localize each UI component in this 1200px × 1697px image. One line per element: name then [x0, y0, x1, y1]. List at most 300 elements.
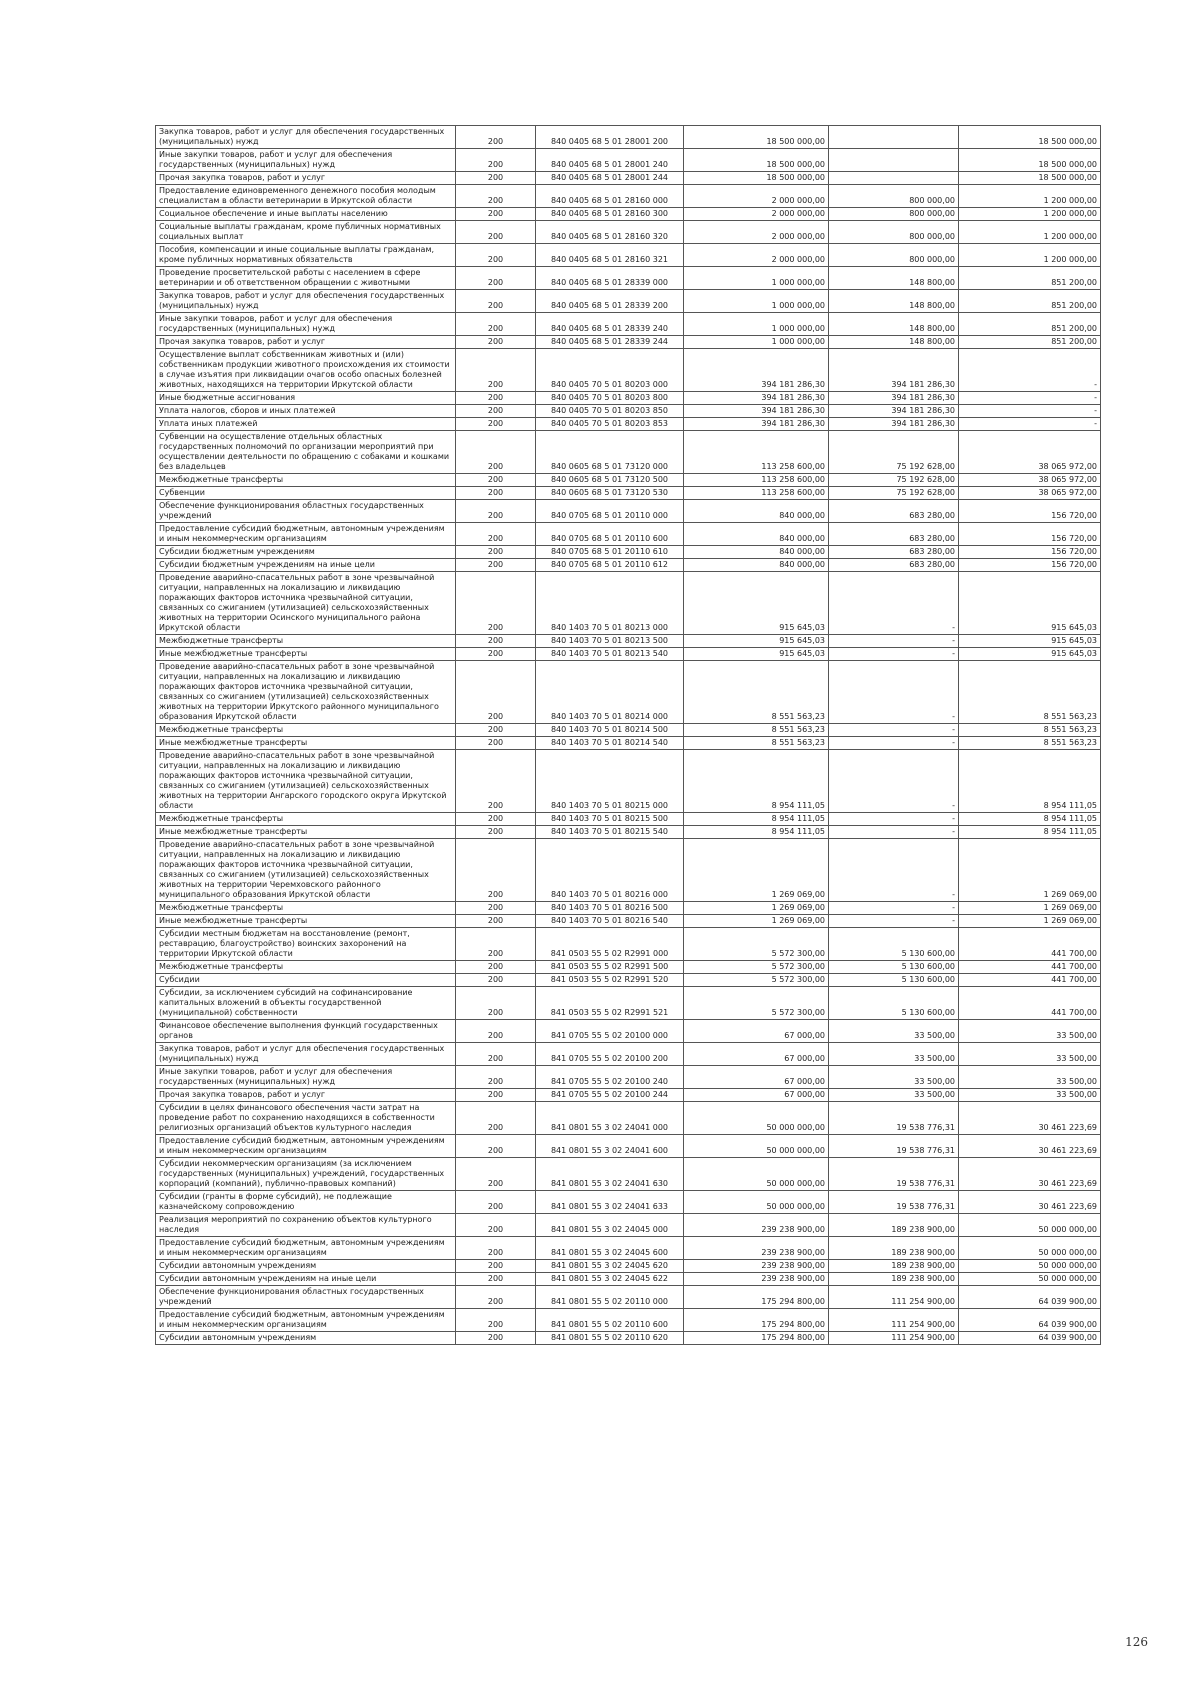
- cell-budget-classification-code: 841 0503 55 5 02 R2991 000: [536, 928, 684, 961]
- table-row: [156, 1191, 1101, 1214]
- cell-name: Осуществление выплат собственникам животных и (или) собственникам продукции животного происхождения их стоимости в случае изъятия при ликвидации очагов особо опасных болезней животных, находящихся на территории Иркутской области: [156, 349, 456, 392]
- cell-unexecuted-amount: 156 720,00: [959, 523, 1101, 546]
- cell-line-code: 200: [456, 1273, 536, 1286]
- table-row: [156, 523, 1101, 546]
- cell-line-code: 200: [456, 1286, 536, 1309]
- cell-approved-amount: 18 500 000,00: [684, 149, 829, 172]
- cell-approved-amount: 50 000 000,00: [684, 1102, 829, 1135]
- cell-line-code: 200: [456, 826, 536, 839]
- cell-executed-amount: 189 238 900,00: [829, 1273, 959, 1286]
- cell-unexecuted-amount: 1 269 069,00: [959, 915, 1101, 928]
- cell-line-code: 200: [456, 1135, 536, 1158]
- cell-unexecuted-amount: 441 700,00: [959, 987, 1101, 1020]
- cell-executed-amount: -: [829, 724, 959, 737]
- cell-approved-amount: 394 181 286,30: [684, 405, 829, 418]
- table-row: [156, 149, 1101, 172]
- cell-line-code: 200: [456, 974, 536, 987]
- cell-name: Прочая закупка товаров, работ и услуг: [156, 172, 456, 185]
- cell-executed-amount: 683 280,00: [829, 559, 959, 572]
- cell-executed-amount: 33 500,00: [829, 1020, 959, 1043]
- table-row: [156, 915, 1101, 928]
- table-row: [156, 1043, 1101, 1066]
- cell-line-code: 200: [456, 1089, 536, 1102]
- cell-line-code: 200: [456, 418, 536, 431]
- table-row: [156, 392, 1101, 405]
- cell-line-code: 200: [456, 987, 536, 1020]
- cell-approved-amount: 67 000,00: [684, 1043, 829, 1066]
- table-row: [156, 635, 1101, 648]
- table-row: [156, 572, 1101, 635]
- cell-line-code: 200: [456, 648, 536, 661]
- table-row: [156, 961, 1101, 974]
- cell-budget-classification-code: 841 0801 55 3 02 24041 630: [536, 1158, 684, 1191]
- table-row: [156, 267, 1101, 290]
- cell-budget-classification-code: 841 0801 55 3 02 24041 633: [536, 1191, 684, 1214]
- cell-name: Субсидии автономным учреждениям: [156, 1332, 456, 1345]
- cell-budget-classification-code: 841 0705 55 5 02 20100 200: [536, 1043, 684, 1066]
- cell-line-code: 200: [456, 1332, 536, 1345]
- table-row: [156, 1158, 1101, 1191]
- cell-unexecuted-amount: 1 269 069,00: [959, 902, 1101, 915]
- cell-unexecuted-amount: 156 720,00: [959, 546, 1101, 559]
- cell-approved-amount: 18 500 000,00: [684, 172, 829, 185]
- cell-budget-classification-code: 841 0801 55 3 02 24045 620: [536, 1260, 684, 1273]
- cell-unexecuted-amount: 851 200,00: [959, 313, 1101, 336]
- cell-budget-classification-code: 841 0801 55 3 02 24041 600: [536, 1135, 684, 1158]
- cell-unexecuted-amount: 441 700,00: [959, 928, 1101, 961]
- table-row: [156, 290, 1101, 313]
- table-row: [156, 418, 1101, 431]
- cell-unexecuted-amount: 156 720,00: [959, 559, 1101, 572]
- cell-name: Субсидии некоммерческим организациям (за исключением государственных (муниципальных) учреждений, государственных корпораций (компаний), публично-правовых компаний): [156, 1158, 456, 1191]
- cell-unexecuted-amount: 915 645,03: [959, 635, 1101, 648]
- cell-line-code: 200: [456, 572, 536, 635]
- cell-executed-amount: 683 280,00: [829, 546, 959, 559]
- cell-line-code: 200: [456, 208, 536, 221]
- cell-unexecuted-amount: 851 200,00: [959, 267, 1101, 290]
- cell-executed-amount: 394 181 286,30: [829, 392, 959, 405]
- cell-budget-classification-code: 840 1403 70 5 01 80215 540: [536, 826, 684, 839]
- table-row: [156, 1309, 1101, 1332]
- table-row: [156, 185, 1101, 208]
- cell-executed-amount: 33 500,00: [829, 1043, 959, 1066]
- cell-unexecuted-amount: 30 461 223,69: [959, 1135, 1101, 1158]
- cell-budget-classification-code: 841 0801 55 5 02 20110 000: [536, 1286, 684, 1309]
- table-row: [156, 500, 1101, 523]
- cell-unexecuted-amount: 8 551 563,23: [959, 737, 1101, 750]
- cell-line-code: 200: [456, 500, 536, 523]
- table-row: [156, 737, 1101, 750]
- table-row: [156, 126, 1101, 149]
- cell-unexecuted-amount: 50 000 000,00: [959, 1273, 1101, 1286]
- cell-line-code: 200: [456, 221, 536, 244]
- cell-approved-amount: 239 238 900,00: [684, 1214, 829, 1237]
- cell-approved-amount: 239 238 900,00: [684, 1260, 829, 1273]
- cell-line-code: 200: [456, 172, 536, 185]
- cell-line-code: 200: [456, 487, 536, 500]
- cell-line-code: 200: [456, 267, 536, 290]
- cell-executed-amount: 5 130 600,00: [829, 961, 959, 974]
- table-row: [156, 336, 1101, 349]
- cell-name: Субсидии: [156, 974, 456, 987]
- cell-approved-amount: 394 181 286,30: [684, 392, 829, 405]
- table-row: [156, 405, 1101, 418]
- cell-approved-amount: 840 000,00: [684, 559, 829, 572]
- cell-executed-amount: 800 000,00: [829, 244, 959, 267]
- cell-name: Проведение просветительской работы с населением в сфере ветеринарии и об ответственном обращении с животными: [156, 267, 456, 290]
- table-row: [156, 1286, 1101, 1309]
- cell-name: Иные закупки товаров, работ и услуг для обеспечения государственных (муниципальных) нужд: [156, 149, 456, 172]
- cell-line-code: 200: [456, 813, 536, 826]
- cell-executed-amount: -: [829, 572, 959, 635]
- cell-executed-amount: 800 000,00: [829, 185, 959, 208]
- cell-approved-amount: 1 269 069,00: [684, 839, 829, 902]
- cell-budget-classification-code: 841 0705 55 5 02 20100 000: [536, 1020, 684, 1043]
- table-row: [156, 244, 1101, 267]
- cell-executed-amount: 19 538 776,31: [829, 1191, 959, 1214]
- cell-line-code: 200: [456, 724, 536, 737]
- cell-approved-amount: 175 294 800,00: [684, 1286, 829, 1309]
- cell-approved-amount: 840 000,00: [684, 500, 829, 523]
- cell-name: Обеспечение функционирования областных государственных учреждений: [156, 1286, 456, 1309]
- cell-name: Субсидии, за исключением субсидий на софинансирование капитальных вложений в объекты государственной (муниципальной) собственности: [156, 987, 456, 1020]
- table-row: [156, 1089, 1101, 1102]
- cell-name: Иные закупки товаров, работ и услуг для обеспечения государственных (муниципальных) нужд: [156, 1066, 456, 1089]
- cell-unexecuted-amount: 38 065 972,00: [959, 487, 1101, 500]
- cell-unexecuted-amount: 8 551 563,23: [959, 724, 1101, 737]
- cell-unexecuted-amount: 18 500 000,00: [959, 149, 1101, 172]
- cell-name: Предоставление субсидий бюджетным, автономным учреждениям и иным некоммерческим организациям: [156, 1237, 456, 1260]
- cell-approved-amount: 1 000 000,00: [684, 267, 829, 290]
- table-row: [156, 826, 1101, 839]
- cell-executed-amount: 19 538 776,31: [829, 1158, 959, 1191]
- cell-name: Реализация мероприятий по сохранению объектов культурного наследия: [156, 1214, 456, 1237]
- cell-name: Иные межбюджетные трансферты: [156, 737, 456, 750]
- cell-approved-amount: 8 551 563,23: [684, 661, 829, 724]
- cell-approved-amount: 915 645,03: [684, 572, 829, 635]
- cell-executed-amount: 148 800,00: [829, 313, 959, 336]
- cell-budget-classification-code: 840 1403 70 5 01 80215 500: [536, 813, 684, 826]
- cell-executed-amount: [829, 149, 959, 172]
- cell-executed-amount: 33 500,00: [829, 1066, 959, 1089]
- cell-budget-classification-code: 840 0405 68 5 01 28001 244: [536, 172, 684, 185]
- cell-executed-amount: -: [829, 915, 959, 928]
- cell-unexecuted-amount: 38 065 972,00: [959, 474, 1101, 487]
- cell-name: Проведение аварийно-спасательных работ в зоне чрезвычайной ситуации, направленных на локализацию и ликвидацию поражающих факторов источника чрезвычайной ситуации, связанных со сжиганием (утилизацией) сельскохозяйственных животных на территории Осинского муниципального района Иркутской области: [156, 572, 456, 635]
- cell-budget-classification-code: 840 0405 68 5 01 28339 000: [536, 267, 684, 290]
- cell-name: Закупка товаров, работ и услуг для обеспечения государственных (муниципальных) нужд: [156, 1043, 456, 1066]
- cell-approved-amount: 67 000,00: [684, 1020, 829, 1043]
- cell-budget-classification-code: 841 0801 55 5 02 20110 600: [536, 1309, 684, 1332]
- table-row: [156, 648, 1101, 661]
- table-row: [156, 474, 1101, 487]
- table-row: [156, 208, 1101, 221]
- cell-budget-classification-code: 840 1403 70 5 01 80216 500: [536, 902, 684, 915]
- cell-executed-amount: -: [829, 813, 959, 826]
- cell-budget-classification-code: 841 0801 55 3 02 24045 600: [536, 1237, 684, 1260]
- table-row: [156, 221, 1101, 244]
- cell-approved-amount: 8 954 111,05: [684, 813, 829, 826]
- cell-name: Предоставление субсидий бюджетным, автономным учреждениям и иным некоммерческим организациям: [156, 1135, 456, 1158]
- cell-budget-classification-code: 840 1403 70 5 01 80213 000: [536, 572, 684, 635]
- cell-approved-amount: 5 572 300,00: [684, 974, 829, 987]
- cell-executed-amount: -: [829, 648, 959, 661]
- cell-approved-amount: 1 269 069,00: [684, 915, 829, 928]
- budget-execution-table: [155, 125, 1101, 1345]
- cell-unexecuted-amount: 64 039 900,00: [959, 1309, 1101, 1332]
- cell-approved-amount: 2 000 000,00: [684, 208, 829, 221]
- table-row: [156, 724, 1101, 737]
- cell-line-code: 200: [456, 185, 536, 208]
- cell-executed-amount: 111 254 900,00: [829, 1286, 959, 1309]
- cell-unexecuted-amount: 1 200 000,00: [959, 244, 1101, 267]
- cell-name: Субсидии в целях финансового обеспечения части затрат на проведение работ по сохранению находящихся в собственности религиозных организаций объектов культурного наследия: [156, 1102, 456, 1135]
- cell-unexecuted-amount: 38 065 972,00: [959, 431, 1101, 474]
- cell-line-code: 200: [456, 1102, 536, 1135]
- cell-name: Проведение аварийно-спасательных работ в зоне чрезвычайной ситуации, направленных на локализацию и ликвидацию поражающих факторов источника чрезвычайной ситуации, связанных со сжиганием (утилизацией) сельскохозяйственных животных на территории Иркутского районного муниципального образования Иркутской области: [156, 661, 456, 724]
- cell-executed-amount: -: [829, 826, 959, 839]
- cell-unexecuted-amount: 915 645,03: [959, 648, 1101, 661]
- cell-approved-amount: 18 500 000,00: [684, 126, 829, 149]
- cell-line-code: 200: [456, 336, 536, 349]
- cell-approved-amount: 5 572 300,00: [684, 961, 829, 974]
- cell-line-code: 200: [456, 1191, 536, 1214]
- cell-unexecuted-amount: 8 551 563,23: [959, 661, 1101, 724]
- cell-line-code: 200: [456, 349, 536, 392]
- cell-executed-amount: 683 280,00: [829, 500, 959, 523]
- cell-unexecuted-amount: 915 645,03: [959, 572, 1101, 635]
- cell-name: Уплата налогов, сборов и иных платежей: [156, 405, 456, 418]
- cell-approved-amount: 1 269 069,00: [684, 902, 829, 915]
- cell-name: Финансовое обеспечение выполнения функций государственных органов: [156, 1020, 456, 1043]
- table-row: [156, 1332, 1101, 1345]
- table-row: [156, 431, 1101, 474]
- cell-budget-classification-code: 841 0705 55 5 02 20100 244: [536, 1089, 684, 1102]
- cell-executed-amount: 683 280,00: [829, 523, 959, 546]
- table-row: [156, 487, 1101, 500]
- cell-executed-amount: 189 238 900,00: [829, 1214, 959, 1237]
- cell-budget-classification-code: 840 1403 70 5 01 80214 000: [536, 661, 684, 724]
- cell-executed-amount: 75 192 628,00: [829, 431, 959, 474]
- cell-approved-amount: 5 572 300,00: [684, 928, 829, 961]
- cell-approved-amount: 394 181 286,30: [684, 418, 829, 431]
- cell-budget-classification-code: 840 1403 70 5 01 80214 540: [536, 737, 684, 750]
- cell-line-code: 200: [456, 737, 536, 750]
- cell-executed-amount: -: [829, 661, 959, 724]
- cell-budget-classification-code: 840 0705 68 5 01 20110 610: [536, 546, 684, 559]
- table-row: [156, 1066, 1101, 1089]
- cell-name: Закупка товаров, работ и услуг для обеспечения государственных (муниципальных) нужд: [156, 126, 456, 149]
- cell-approved-amount: 113 258 600,00: [684, 474, 829, 487]
- cell-approved-amount: 2 000 000,00: [684, 244, 829, 267]
- cell-approved-amount: 2 000 000,00: [684, 221, 829, 244]
- cell-line-code: 200: [456, 1158, 536, 1191]
- cell-budget-classification-code: 840 0705 68 5 01 20110 600: [536, 523, 684, 546]
- table-row: [156, 813, 1101, 826]
- cell-line-code: 200: [456, 392, 536, 405]
- cell-line-code: 200: [456, 1043, 536, 1066]
- cell-name: Субсидии (гранты в форме субсидий), не подлежащие казначейскому сопровождению: [156, 1191, 456, 1214]
- cell-line-code: 200: [456, 405, 536, 418]
- cell-budget-classification-code: 841 0503 55 5 02 R2991 521: [536, 987, 684, 1020]
- cell-unexecuted-amount: -: [959, 392, 1101, 405]
- cell-unexecuted-amount: 8 954 111,05: [959, 813, 1101, 826]
- cell-budget-classification-code: 841 0801 55 5 02 20110 620: [536, 1332, 684, 1345]
- cell-unexecuted-amount: 30 461 223,69: [959, 1191, 1101, 1214]
- cell-budget-classification-code: 840 0605 68 5 01 73120 500: [536, 474, 684, 487]
- cell-unexecuted-amount: 50 000 000,00: [959, 1237, 1101, 1260]
- cell-unexecuted-amount: 441 700,00: [959, 974, 1101, 987]
- cell-budget-classification-code: 841 0503 55 5 02 R2991 500: [536, 961, 684, 974]
- cell-approved-amount: 67 000,00: [684, 1066, 829, 1089]
- cell-budget-classification-code: 840 0605 68 5 01 73120 530: [536, 487, 684, 500]
- cell-name: Обеспечение функционирования областных государственных учреждений: [156, 500, 456, 523]
- cell-executed-amount: 111 254 900,00: [829, 1309, 959, 1332]
- cell-line-code: 200: [456, 431, 536, 474]
- cell-name: Проведение аварийно-спасательных работ в зоне чрезвычайной ситуации, направленных на локализацию и ликвидацию поражающих факторов источника чрезвычайной ситуации, связанных со сжиганием (утилизацией) сельскохозяйственных животных на территории Черемховского районного муниципального образования Иркутской области: [156, 839, 456, 902]
- cell-line-code: 200: [456, 290, 536, 313]
- cell-approved-amount: 113 258 600,00: [684, 431, 829, 474]
- cell-budget-classification-code: 840 1403 70 5 01 80213 500: [536, 635, 684, 648]
- cell-approved-amount: 915 645,03: [684, 648, 829, 661]
- cell-line-code: 200: [456, 149, 536, 172]
- cell-name: Субвенции на осуществление отдельных областных государственных полномочий по организации мероприятий при осуществлении деятельности по обращению с собаками и кошками без владельцев: [156, 431, 456, 474]
- cell-budget-classification-code: 840 0405 68 5 01 28339 240: [536, 313, 684, 336]
- cell-executed-amount: 394 181 286,30: [829, 418, 959, 431]
- cell-line-code: 200: [456, 1309, 536, 1332]
- cell-unexecuted-amount: 851 200,00: [959, 290, 1101, 313]
- cell-name: Межбюджетные трансферты: [156, 635, 456, 648]
- cell-budget-classification-code: 840 1403 70 5 01 80216 000: [536, 839, 684, 902]
- cell-name: Субсидии автономным учреждениям: [156, 1260, 456, 1273]
- cell-name: Иные бюджетные ассигнования: [156, 392, 456, 405]
- cell-line-code: 200: [456, 961, 536, 974]
- cell-approved-amount: 915 645,03: [684, 635, 829, 648]
- cell-budget-classification-code: 840 0705 68 5 01 20110 000: [536, 500, 684, 523]
- table-row: [156, 1273, 1101, 1286]
- table-body: [156, 126, 1101, 1345]
- cell-budget-classification-code: 841 0503 55 5 02 R2991 520: [536, 974, 684, 987]
- cell-name: Межбюджетные трансферты: [156, 724, 456, 737]
- cell-unexecuted-amount: 33 500,00: [959, 1089, 1101, 1102]
- cell-name: Проведение аварийно-спасательных работ в зоне чрезвычайной ситуации, направленных на локализацию и ликвидацию поражающих факторов источника чрезвычайной ситуации, связанных со сжиганием (утилизацией) сельскохозяйственных животных на территории Ангарского городского округа Иркутской области: [156, 750, 456, 813]
- cell-line-code: 200: [456, 126, 536, 149]
- cell-budget-classification-code: 840 0605 68 5 01 73120 000: [536, 431, 684, 474]
- cell-approved-amount: 239 238 900,00: [684, 1273, 829, 1286]
- cell-approved-amount: 50 000 000,00: [684, 1191, 829, 1214]
- cell-name: Пособия, компенсации и иные социальные выплаты гражданам, кроме публичных нормативных обязательств: [156, 244, 456, 267]
- table-row: [156, 661, 1101, 724]
- cell-line-code: 200: [456, 902, 536, 915]
- cell-unexecuted-amount: 851 200,00: [959, 336, 1101, 349]
- cell-budget-classification-code: 840 0405 70 5 01 80203 850: [536, 405, 684, 418]
- cell-line-code: 200: [456, 839, 536, 902]
- cell-unexecuted-amount: 64 039 900,00: [959, 1332, 1101, 1345]
- cell-approved-amount: 8 954 111,05: [684, 750, 829, 813]
- cell-budget-classification-code: 840 0405 68 5 01 28160 321: [536, 244, 684, 267]
- cell-line-code: 200: [456, 1214, 536, 1237]
- cell-budget-classification-code: 840 0705 68 5 01 20110 612: [536, 559, 684, 572]
- table-row: [156, 839, 1101, 902]
- table-row: [156, 974, 1101, 987]
- cell-approved-amount: 2 000 000,00: [684, 185, 829, 208]
- cell-executed-amount: 5 130 600,00: [829, 974, 959, 987]
- table-row: [156, 172, 1101, 185]
- cell-approved-amount: 175 294 800,00: [684, 1332, 829, 1345]
- cell-budget-classification-code: 841 0801 55 3 02 24041 000: [536, 1102, 684, 1135]
- cell-budget-classification-code: 841 0801 55 3 02 24045 622: [536, 1273, 684, 1286]
- cell-name: Межбюджетные трансферты: [156, 813, 456, 826]
- cell-unexecuted-amount: 30 461 223,69: [959, 1102, 1101, 1135]
- table-row: [156, 1214, 1101, 1237]
- cell-unexecuted-amount: 8 954 111,05: [959, 826, 1101, 839]
- cell-approved-amount: 840 000,00: [684, 523, 829, 546]
- cell-executed-amount: 75 192 628,00: [829, 474, 959, 487]
- cell-name: Иные межбюджетные трансферты: [156, 826, 456, 839]
- cell-budget-classification-code: 840 0405 70 5 01 80203 853: [536, 418, 684, 431]
- cell-unexecuted-amount: 1 269 069,00: [959, 839, 1101, 902]
- cell-approved-amount: 8 551 563,23: [684, 724, 829, 737]
- cell-name: Предоставление субсидий бюджетным, автономным учреждениям и иным некоммерческим организациям: [156, 1309, 456, 1332]
- cell-line-code: 200: [456, 1260, 536, 1273]
- cell-unexecuted-amount: 33 500,00: [959, 1020, 1101, 1043]
- cell-line-code: 200: [456, 750, 536, 813]
- cell-executed-amount: 75 192 628,00: [829, 487, 959, 500]
- cell-executed-amount: 189 238 900,00: [829, 1260, 959, 1273]
- cell-executed-amount: -: [829, 839, 959, 902]
- cell-name: Социальные выплаты гражданам, кроме публичных нормативных социальных выплат: [156, 221, 456, 244]
- cell-approved-amount: 8 954 111,05: [684, 826, 829, 839]
- cell-name: Предоставление субсидий бюджетным, автономным учреждениям и иным некоммерческим организациям: [156, 523, 456, 546]
- cell-line-code: 200: [456, 523, 536, 546]
- cell-line-code: 200: [456, 1066, 536, 1089]
- cell-name: Межбюджетные трансферты: [156, 474, 456, 487]
- cell-budget-classification-code: 840 0405 68 5 01 28160 000: [536, 185, 684, 208]
- cell-executed-amount: 148 800,00: [829, 290, 959, 313]
- table-row: [156, 349, 1101, 392]
- cell-executed-amount: 800 000,00: [829, 208, 959, 221]
- cell-unexecuted-amount: -: [959, 418, 1101, 431]
- cell-name: Прочая закупка товаров, работ и услуг: [156, 1089, 456, 1102]
- cell-unexecuted-amount: 64 039 900,00: [959, 1286, 1101, 1309]
- table-row: [156, 1237, 1101, 1260]
- cell-budget-classification-code: 840 0405 68 5 01 28339 200: [536, 290, 684, 313]
- cell-executed-amount: 800 000,00: [829, 221, 959, 244]
- table-row: [156, 1102, 1101, 1135]
- cell-name: Субсидии бюджетным учреждениям на иные цели: [156, 559, 456, 572]
- cell-executed-amount: 19 538 776,31: [829, 1135, 959, 1158]
- cell-executed-amount: -: [829, 737, 959, 750]
- cell-executed-amount: -: [829, 750, 959, 813]
- cell-name: Прочая закупка товаров, работ и услуг: [156, 336, 456, 349]
- cell-approved-amount: 1 000 000,00: [684, 313, 829, 336]
- cell-unexecuted-amount: -: [959, 349, 1101, 392]
- cell-line-code: 200: [456, 915, 536, 928]
- cell-line-code: 200: [456, 1237, 536, 1260]
- cell-executed-amount: 19 538 776,31: [829, 1102, 959, 1135]
- cell-budget-classification-code: 840 1403 70 5 01 80214 500: [536, 724, 684, 737]
- table-row: [156, 546, 1101, 559]
- cell-executed-amount: 148 800,00: [829, 336, 959, 349]
- cell-executed-amount: -: [829, 635, 959, 648]
- cell-line-code: 200: [456, 559, 536, 572]
- cell-budget-classification-code: 840 1403 70 5 01 80215 000: [536, 750, 684, 813]
- cell-unexecuted-amount: 8 954 111,05: [959, 750, 1101, 813]
- cell-line-code: 200: [456, 635, 536, 648]
- cell-executed-amount: 5 130 600,00: [829, 987, 959, 1020]
- page-number: 126: [1125, 1635, 1148, 1649]
- table-row: [156, 1020, 1101, 1043]
